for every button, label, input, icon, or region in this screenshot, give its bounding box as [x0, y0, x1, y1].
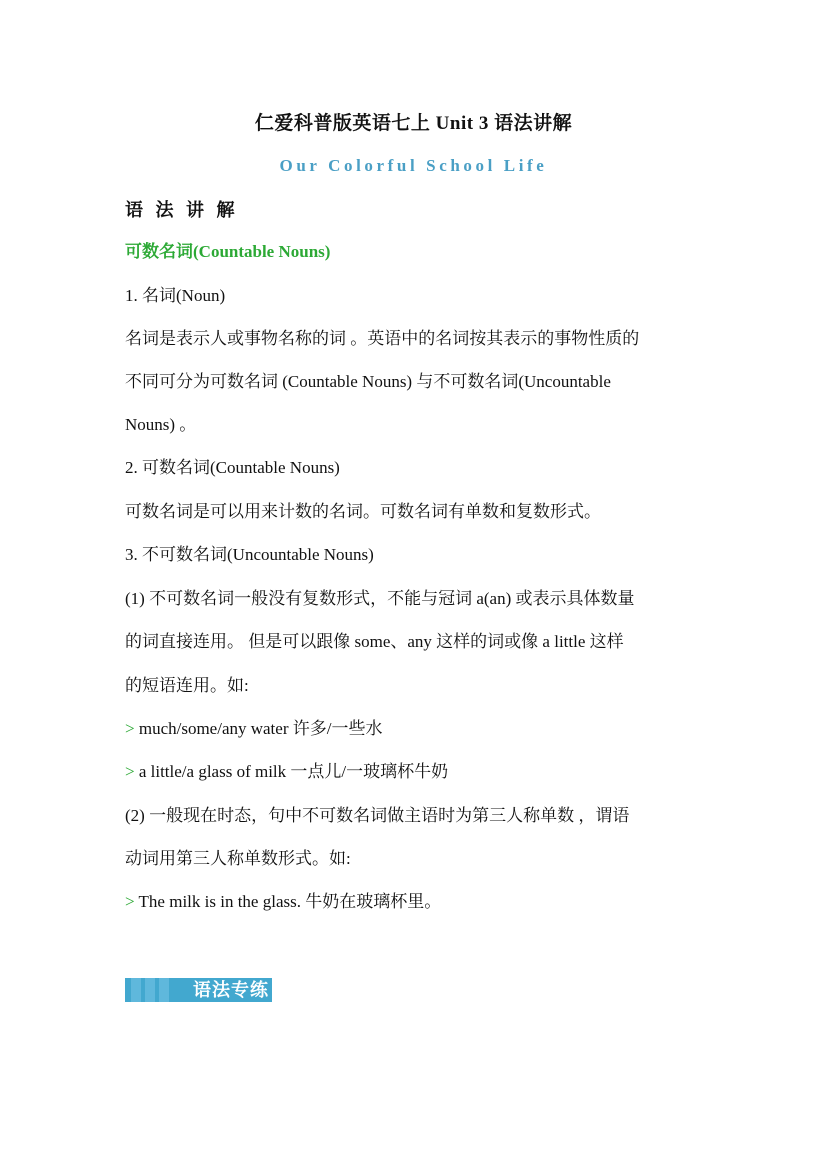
example-text: much/some/any water 许多/一些水 — [138, 719, 383, 738]
paragraph-line: (2) 一般现在时态，句中不可数名词做主语时为第三人称单数 ，谓语 — [125, 806, 630, 825]
paragraph-line: 动词用第三人称单数形式。如: — [125, 849, 351, 868]
document-title: 仁爱科普版英语七上 Unit 3 语法讲解 — [254, 113, 573, 134]
banner-label: 语法专练 — [193, 980, 269, 1000]
example-line — [125, 718, 382, 740]
banner-stripe — [145, 978, 155, 1002]
example-marker: > — [125, 892, 135, 911]
paragraph-line: 的词直接连用。 但是可以跟像 some、any 这样的词或像 a little 这样 — [125, 632, 624, 651]
example-line — [125, 761, 448, 783]
document-subtitle: Our Colorful School Life — [279, 156, 548, 175]
paragraph-line: 3. 不可数名词(Uncountable Nouns) — [125, 545, 374, 564]
example-line — [125, 891, 441, 913]
paragraph-line: Nouns) 。 — [125, 415, 197, 434]
paragraph-line: 的短语连用。如: — [125, 676, 249, 695]
banner-stripe — [159, 978, 169, 1002]
example-marker: > — [125, 719, 135, 738]
paragraph-line: 可数名词是可以用来计数的名词。可数名词有单数和复数形式。 — [125, 502, 601, 521]
example-marker: > — [125, 762, 135, 781]
practice-banner — [125, 978, 272, 1002]
section-heading: 语 法 讲 解 — [125, 200, 239, 220]
example-text: The milk is in the glass. 牛奶在玻璃杯里。 — [138, 892, 442, 911]
paragraph-line: 1. 名词(Noun) — [125, 286, 226, 305]
banner-stripe — [131, 978, 141, 1002]
paragraph-line: 名词是表示人或事物名称的词 。英语中的名词按其表示的事物性质的 — [125, 329, 640, 348]
paragraph-line: 不同可分为可数名词 (Countable Nouns) 与不可数名词(Uncountable — [125, 372, 611, 391]
paragraph-line: 2. 可数名词(Countable Nouns) — [125, 458, 340, 477]
topic-heading: 可数名词(Countable Nouns) — [125, 242, 331, 261]
paragraph-line: (1) 不可数名词一般没有复数形式，不能与冠词 a(an) 或表示具体数量 — [125, 589, 635, 608]
example-text: a little/a glass of milk 一点儿/一玻璃杯牛奶 — [138, 762, 449, 781]
